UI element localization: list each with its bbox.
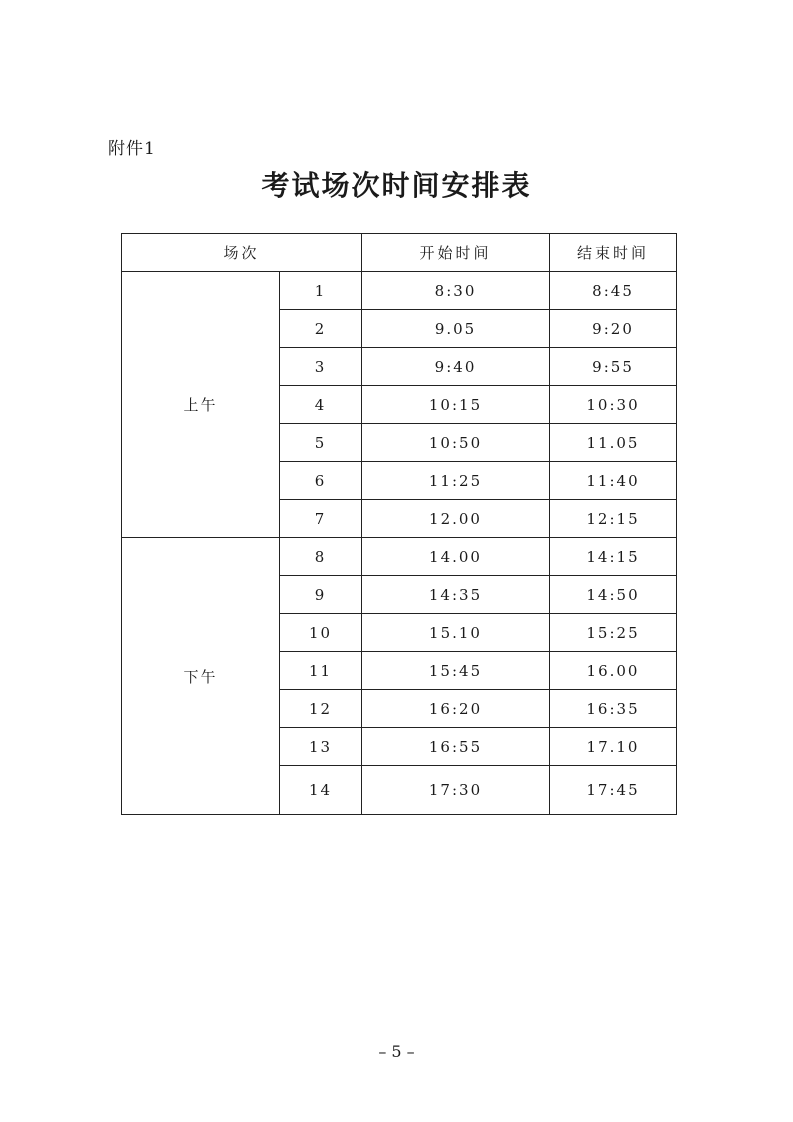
start-time-cell: 10:15	[362, 386, 550, 424]
end-time-cell: 14:50	[550, 576, 677, 614]
document-title: 考试场次时间安排表	[261, 169, 532, 202]
period-cell: 上午	[122, 272, 280, 538]
session-number-cell: 1	[280, 272, 362, 310]
start-time-cell: 9.05	[362, 310, 550, 348]
end-time-cell: 16.00	[550, 652, 677, 690]
annex-label: 附件1	[108, 139, 156, 159]
session-number-cell: 10	[280, 614, 362, 652]
header-session: 场次	[122, 234, 362, 272]
table-body	[122, 272, 677, 815]
schedule-table	[121, 233, 677, 815]
end-time-cell: 15:25	[550, 614, 677, 652]
start-time-cell: 14:35	[362, 576, 550, 614]
end-time-cell: 11.05	[550, 424, 677, 462]
start-time-cell: 12.00	[362, 500, 550, 538]
end-time-cell: 17:45	[550, 766, 677, 815]
start-time-cell: 9:40	[362, 348, 550, 386]
end-time-cell: 16:35	[550, 690, 677, 728]
session-number-cell: 3	[280, 348, 362, 386]
end-time-cell: 8:45	[550, 272, 677, 310]
header-start-time: 开始时间	[362, 234, 550, 272]
start-time-cell: 15.10	[362, 614, 550, 652]
header-end-time: 结束时间	[550, 234, 677, 272]
start-time-cell: 14.00	[362, 538, 550, 576]
end-time-cell: 9:55	[550, 348, 677, 386]
end-time-cell: 14:15	[550, 538, 677, 576]
session-number-cell: 9	[280, 576, 362, 614]
session-number-cell: 8	[280, 538, 362, 576]
period-cell: 下午	[122, 538, 280, 815]
page-number: – 5 –	[378, 1042, 415, 1061]
table-row	[122, 538, 677, 576]
session-number-cell: 6	[280, 462, 362, 500]
start-time-cell: 17:30	[362, 766, 550, 815]
start-time-cell: 8:30	[362, 272, 550, 310]
session-number-cell: 7	[280, 500, 362, 538]
start-time-cell: 15:45	[362, 652, 550, 690]
end-time-cell: 12:15	[550, 500, 677, 538]
start-time-cell: 16:55	[362, 728, 550, 766]
start-time-cell: 10:50	[362, 424, 550, 462]
session-number-cell: 5	[280, 424, 362, 462]
end-time-cell: 17.10	[550, 728, 677, 766]
table-header-row	[122, 234, 677, 272]
end-time-cell: 9:20	[550, 310, 677, 348]
session-number-cell: 13	[280, 728, 362, 766]
session-number-cell: 14	[280, 766, 362, 815]
end-time-cell: 10:30	[550, 386, 677, 424]
session-number-cell: 12	[280, 690, 362, 728]
start-time-cell: 11:25	[362, 462, 550, 500]
table-row	[122, 272, 677, 310]
session-number-cell: 2	[280, 310, 362, 348]
start-time-cell: 16:20	[362, 690, 550, 728]
session-number-cell: 11	[280, 652, 362, 690]
session-number-cell: 4	[280, 386, 362, 424]
end-time-cell: 11:40	[550, 462, 677, 500]
